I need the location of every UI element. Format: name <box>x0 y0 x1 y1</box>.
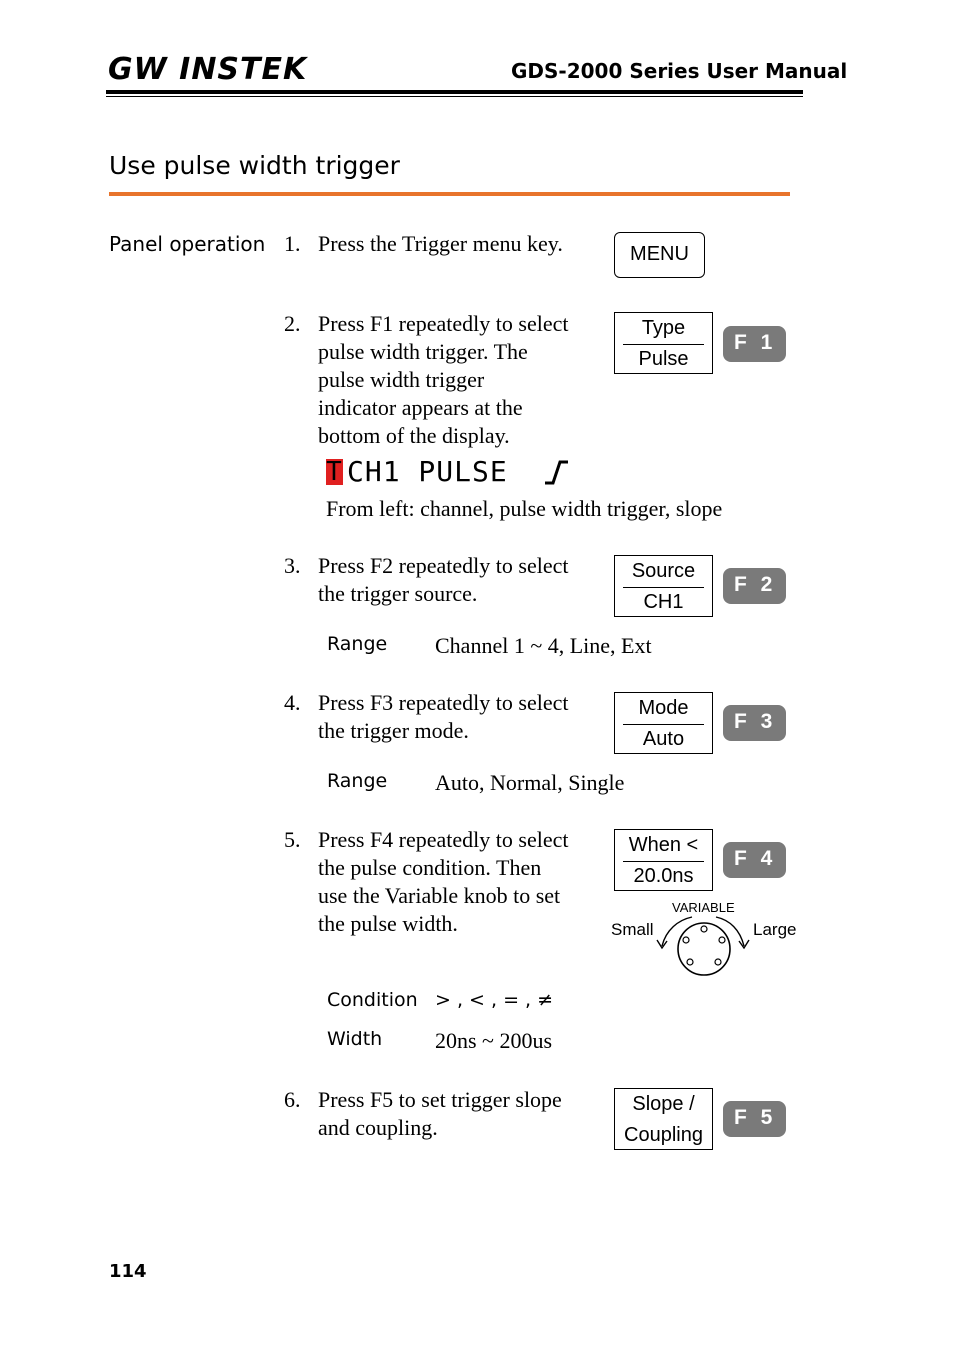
pulse-trigger-indicator <box>326 456 570 488</box>
softkey-mode[interactable]: Mode Auto <box>614 692 713 754</box>
condition-label: Condition <box>327 989 418 1011</box>
step-4-number: 4. <box>284 690 301 715</box>
softkey-source[interactable]: Source CH1 <box>614 555 713 617</box>
source-range-label: Range <box>327 633 388 655</box>
menu-button[interactable]: MENU <box>614 232 705 278</box>
source-range-value: Channel 1 ~ 4, Line, Ext <box>435 633 652 658</box>
variable-knob-icon[interactable] <box>652 912 754 982</box>
condition-value: > , < , = , ≠ <box>435 989 554 1011</box>
header-rule <box>106 90 803 94</box>
step-1-number: 1. <box>284 231 301 256</box>
mode-range-label: Range <box>327 770 388 792</box>
softkey-slope-coupling[interactable]: Slope / Coupling <box>614 1088 713 1150</box>
f5-key[interactable]: F 5 <box>723 1101 786 1137</box>
step-3-number: 3. <box>284 553 301 578</box>
f3-key[interactable]: F 3 <box>723 705 786 741</box>
indicator-caption: From left: channel, pulse width trigger, slope <box>326 496 723 521</box>
rising-slope-icon <box>542 458 570 486</box>
trigger-badge: T <box>326 457 343 487</box>
f4-key[interactable]: F 4 <box>723 842 786 878</box>
step-1-text: Press the Trigger menu key. <box>318 231 563 256</box>
gw-instek-logo: GW INSTEK <box>108 52 308 87</box>
page-number: 114 <box>109 1261 147 1282</box>
step-5-number: 5. <box>284 827 301 852</box>
softkey-when[interactable]: When < 20.0ns <box>614 829 713 891</box>
manual-title: GDS-2000 Series User Manual <box>511 59 848 83</box>
width-value: 20ns ~ 200us <box>435 1028 553 1053</box>
step-4-text: Press F3 repeatedly to select the trigger mode. <box>318 690 569 743</box>
softkey-type[interactable]: Type Pulse <box>614 312 713 374</box>
knob-small-label: Small <box>611 920 654 939</box>
header-rule-thin <box>106 96 803 97</box>
variable-knob-title: VARIABLE <box>672 900 735 915</box>
mode-range-value: Auto, Normal, Single <box>435 770 625 795</box>
step-2-number: 2. <box>284 311 301 336</box>
panel-operation-label: Panel operation <box>109 232 266 256</box>
step-3-text: Press F2 repeatedly to select the trigger source. <box>318 553 569 606</box>
f2-key[interactable]: F 2 <box>723 568 786 604</box>
step-6-number: 6. <box>284 1087 301 1112</box>
section-rule <box>109 192 790 196</box>
indicator-text: CH1 PULSE <box>347 455 508 488</box>
section-title: Use pulse width trigger <box>109 151 400 180</box>
knob-large-label: Large <box>753 920 797 939</box>
f1-key[interactable]: F 1 <box>723 326 786 362</box>
step-5-text: Press F4 repeatedly to select the pulse condition. Then use the Variable knob to set the pulse width. <box>318 827 569 936</box>
step-2-text: Press F1 repeatedly to select pulse width trigger. The pulse width trigger indicator appears at the bottom of the display. <box>318 311 569 448</box>
step-6-text: Press F5 to set trigger slope and coupling. <box>318 1087 562 1140</box>
width-label: Width <box>327 1028 383 1050</box>
